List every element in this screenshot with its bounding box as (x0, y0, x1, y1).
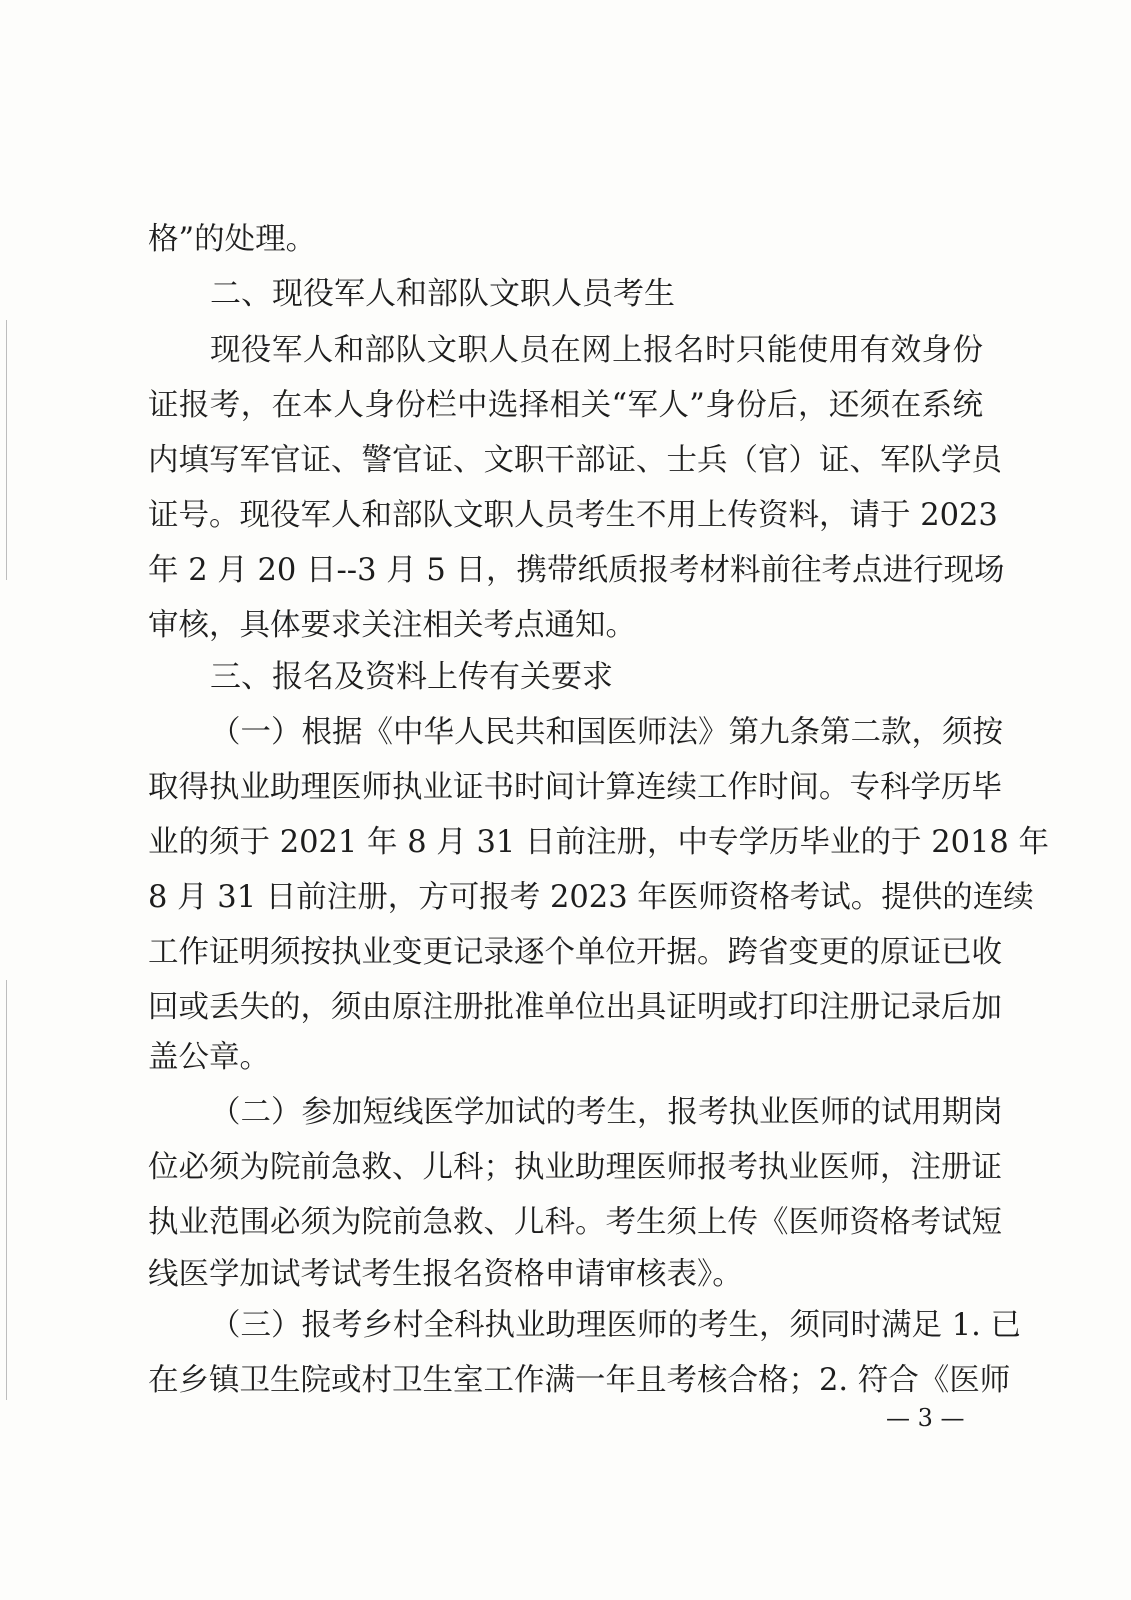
text-line-17: 执业范围必须为院前急救、儿科。考生须上传《医师资格考试短 (148, 1205, 1002, 1240)
section-heading-2: 二、现役军人和部队文职人员考生 (210, 276, 675, 312)
text-line-18: 线医学加试考试考生报名资格申请审核表》。 (148, 1257, 743, 1292)
text-line-3: 证报考，在本人身份栏中选择相关“军人”身份后，还须在系统 (148, 388, 983, 423)
text-line-9: 取得执业助理医师执业证书时间计算连续工作时间。专科学历毕 (148, 770, 1002, 805)
text-line-13: 回或丢失的，须由原注册批准单位出具证明或打印注册记录后加 (148, 990, 1002, 1025)
text-line-16: 位必须为院前急救、儿科；执业助理医师报考执业医师，注册证 (148, 1150, 1002, 1185)
text-line-12: 工作证明须按执业变更记录逐个单位开据。跨省变更的原证已收 (148, 935, 1002, 970)
text-line-15: （二）参加短线医学加试的考生，报考执业医师的试用期岗 (210, 1095, 1003, 1130)
text-line-10: 业的须于 2021 年 8 月 31 日前注册，中专学历毕业的于 2018 年 (148, 825, 1050, 860)
text-line-6: 年 2 月 20 日--3 月 5 日，携带纸质报考材料前往考点进行现场 (148, 553, 1005, 588)
text-line-7: 审核，具体要求关注相关考点通知。 (148, 608, 636, 643)
scan-edge-mark (6, 320, 7, 580)
text-line-4: 内填写军官证、警官证、文职干部证、士兵（官）证、军队学员 (148, 443, 1002, 478)
page-number: — 3 — (886, 1404, 965, 1432)
section-heading-3: 三、报名及资料上传有关要求 (210, 659, 613, 695)
text-line-1: 格”的处理。 (148, 222, 317, 257)
text-line-14: 盖公章。 (148, 1040, 270, 1075)
text-line-2: 现役军人和部队文职人员在网上报名时只能使用有效身份 (210, 333, 983, 368)
scan-edge-mark-lower (6, 980, 7, 1400)
text-line-5: 证号。现役军人和部队文职人员考生不用上传资料，请于 2023 (148, 498, 998, 533)
text-line-19: （三）报考乡村全科执业助理医师的考生，须同时满足 1. 已 (210, 1308, 1021, 1343)
text-line-8: （一）根据《中华人民共和国医师法》第九条第二款，须按 (210, 715, 1003, 750)
text-line-11: 8 月 31 日前注册，方可报考 2023 年医师资格考试。提供的连续 (148, 880, 1034, 915)
text-line-20: 在乡镇卫生院或村卫生室工作满一年且考核合格；2. 符合《医师 (148, 1363, 1011, 1398)
